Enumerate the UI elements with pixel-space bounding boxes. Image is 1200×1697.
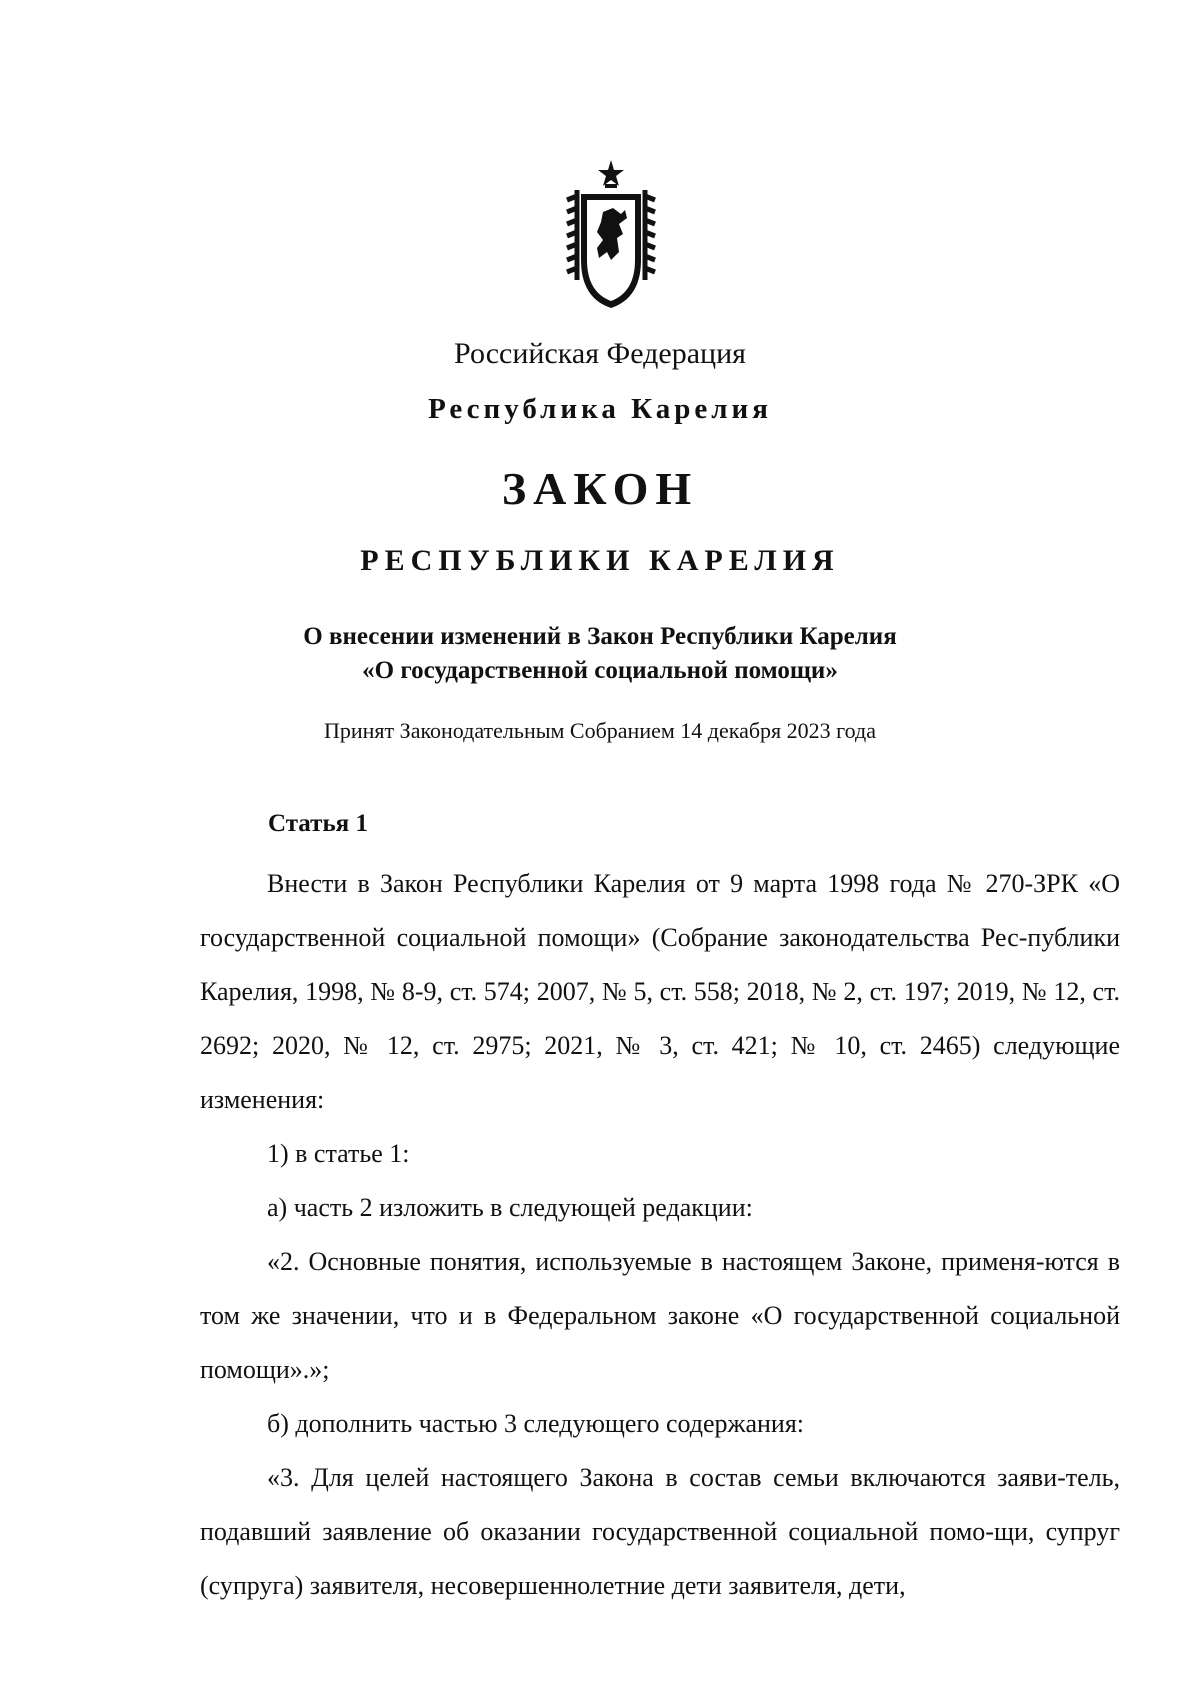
article-heading: Статья 1 <box>268 810 368 837</box>
article-paragraph: «2. Основные понятия, используемые в настоящем Законе, применя-ются в том же значении, что и в Федеральном законе «О государственной социальной помощи».»; <box>200 1247 1120 1384</box>
coat-of-arms-icon <box>561 160 661 312</box>
country-name: Российская Федерация <box>454 337 746 370</box>
article-paragraph: б) дополнить частью 3 следующего содержания: <box>267 1409 805 1438</box>
article-paragraph: «3. Для целей настоящего Закона в состав семьи включаются заяви-тель, подавший заявление об оказании государственной социальной помо-щи, супруг (супруга) заявителя, несовершеннолетние дети заявителя, дети, <box>200 1463 1120 1600</box>
article-paragraph: Внести в Закон Республики Карелия от 9 марта 1998 года № 270-ЗРК «О государственной социальной помощи» (Собрание законодательства Рес-публики Карелия, 1998, № 8-9, ст. 574; 2007, № 5, ст. 558; 2018, № 2, ст. 197; 2019, № 12, ст. 2692; 2020, № 12, ст. 2975; 2021, № 3, ст. 421; № 10, ст. 2465) следующие изменения: <box>200 869 1120 1114</box>
republic-name: Республика Карелия <box>428 393 772 425</box>
law-subject-line-2: «О государственной социальной помощи» <box>362 657 838 684</box>
article-paragraph: 1) в статье 1: <box>267 1139 410 1168</box>
article-body <box>200 857 1120 1613</box>
law-subject <box>0 620 1200 688</box>
adoption-note: Принят Законодательным Собранием 14 декабря 2023 года <box>324 718 876 743</box>
document-type: ЗАКОН <box>501 463 699 514</box>
law-subject-line-1: О внесении изменений в Закон Республики Карелия <box>303 623 897 650</box>
article-paragraph: а) часть 2 изложить в следующей редакции: <box>267 1193 753 1222</box>
document-issuer: РЕСПУБЛИКИ КАРЕЛИЯ <box>360 544 840 577</box>
